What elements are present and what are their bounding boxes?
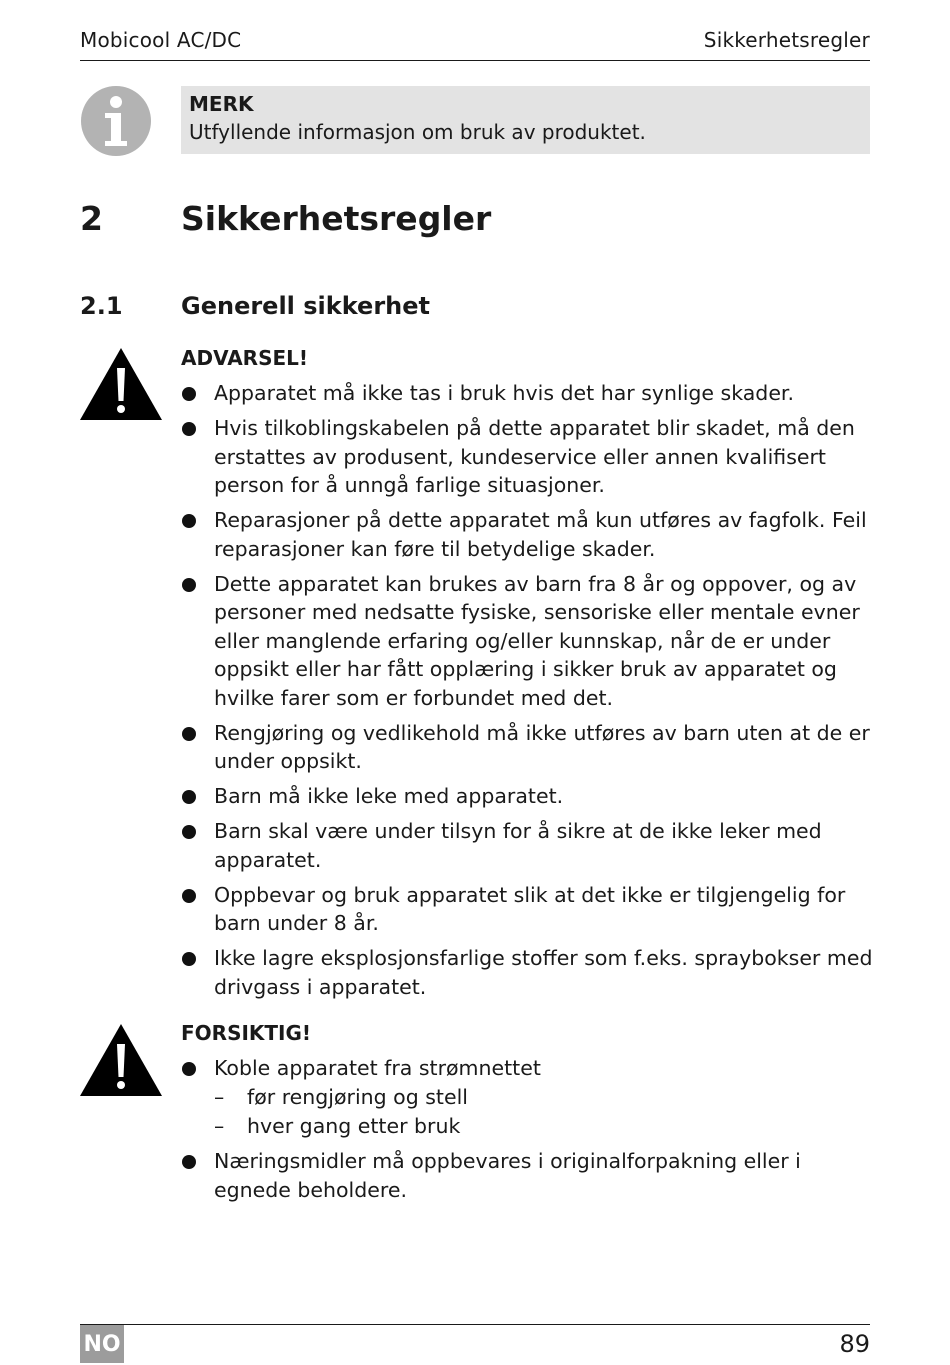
subsection-number: 2.1 [80, 292, 123, 320]
note-title: MERK [189, 92, 254, 116]
list-item-text: Næringsmidler må oppbevares i originalforpakning eller i egnede beholdere. [214, 1149, 801, 1202]
caution-title: FORSIKTIG! [181, 1021, 312, 1045]
bullet-icon [182, 578, 196, 592]
language-badge: NO [80, 1325, 124, 1363]
bullet-icon [182, 422, 196, 436]
bullet-icon [182, 790, 196, 804]
bullet-icon [182, 825, 196, 839]
bullet-icon [182, 1155, 196, 1169]
list-item-text: Ikke lagre eksplosjonsfarlige stoffer som f.eks. spraybokser med drivgass i apparatet. [214, 946, 873, 999]
subsection-title: Generell sikkerhet [181, 292, 430, 320]
list-item-text: Reparasjoner på dette apparatet må kun utføres av fagfolk. Feil reparasjoner kan føre til betydelige skader. [214, 508, 867, 561]
list-item [181, 1054, 881, 1141]
list-item-text: Barn må ikke leke med apparatet. [214, 784, 564, 808]
list-item [181, 881, 881, 938]
list-item [181, 1147, 881, 1204]
list-item [181, 944, 881, 1001]
list-item [181, 506, 881, 563]
bullet-icon [182, 889, 196, 903]
page-number: 89 [839, 1330, 870, 1358]
sub-list [214, 1083, 881, 1141]
list-item [181, 817, 881, 874]
warning-title: ADVARSEL! [181, 346, 309, 370]
section-title: Sikkerhetsregler [181, 199, 492, 238]
list-item-text: Oppbevar og bruk apparatet slik at det ikke er tilgjengelig for barn under 8 år. [214, 882, 846, 935]
bullet-icon [182, 952, 196, 966]
header-chapter-name: Sikkerhetsregler [703, 28, 870, 52]
page-header [80, 28, 870, 61]
section-number: 2 [80, 199, 103, 238]
dash-marker: – [214, 1084, 225, 1109]
bullet-icon [182, 514, 196, 528]
list-item [181, 379, 881, 408]
caution-block [181, 1019, 881, 1211]
list-item [181, 782, 881, 811]
list-item [181, 570, 881, 713]
caution-list [181, 1054, 881, 1204]
note-text: Utfyllende informasjon om bruk av produktet. [189, 120, 646, 144]
header-product-name: Mobicool AC/DC [80, 28, 242, 52]
sub-list-item-text: før rengjøring og stell [247, 1084, 468, 1109]
info-icon [80, 85, 152, 157]
sub-list-item [214, 1083, 881, 1112]
sub-list-item [214, 1112, 881, 1141]
list-item-text: Apparatet må ikke tas i bruk hvis det har synlige skader. [214, 381, 794, 405]
list-item-text: Hvis tilkoblingskabelen på dette apparatet blir skadet, må den erstattes av produsent, kundeservice eller annen kvalifisert person for å unngå farlige situasjoner. [214, 416, 855, 497]
list-item [181, 719, 881, 776]
footer-rule [80, 1324, 870, 1325]
warning-block [181, 344, 881, 1008]
list-item [181, 414, 881, 500]
warning-list [181, 379, 881, 1001]
list-item-text: Koble apparatet fra strømnettet [214, 1056, 541, 1080]
sub-list-item-text: hver gang etter bruk [247, 1113, 461, 1138]
list-item-text: Barn skal være under tilsyn for å sikre at de ikke leker med apparatet. [214, 819, 822, 872]
warning-triangle-icon [80, 348, 162, 420]
note-box [181, 86, 870, 154]
caution-triangle-icon [80, 1024, 162, 1096]
dash-marker: – [214, 1113, 225, 1138]
bullet-icon [182, 727, 196, 741]
bullet-icon [182, 1062, 196, 1076]
list-item-text: Rengjøring og vedlikehold må ikke utføres av barn uten at de er under oppsikt. [214, 720, 870, 773]
bullet-icon [182, 387, 196, 401]
list-item-text: Dette apparatet kan brukes av barn fra 8 år og oppover, og av personer med nedsatte fysiske, sensoriske eller mentale evner eller manglende erfaring og/eller kunnskap, når de er under oppsikt eller har fått opplæring i sikker bruk av apparatet og hvilke farer som er forbundet med det. [214, 571, 860, 710]
